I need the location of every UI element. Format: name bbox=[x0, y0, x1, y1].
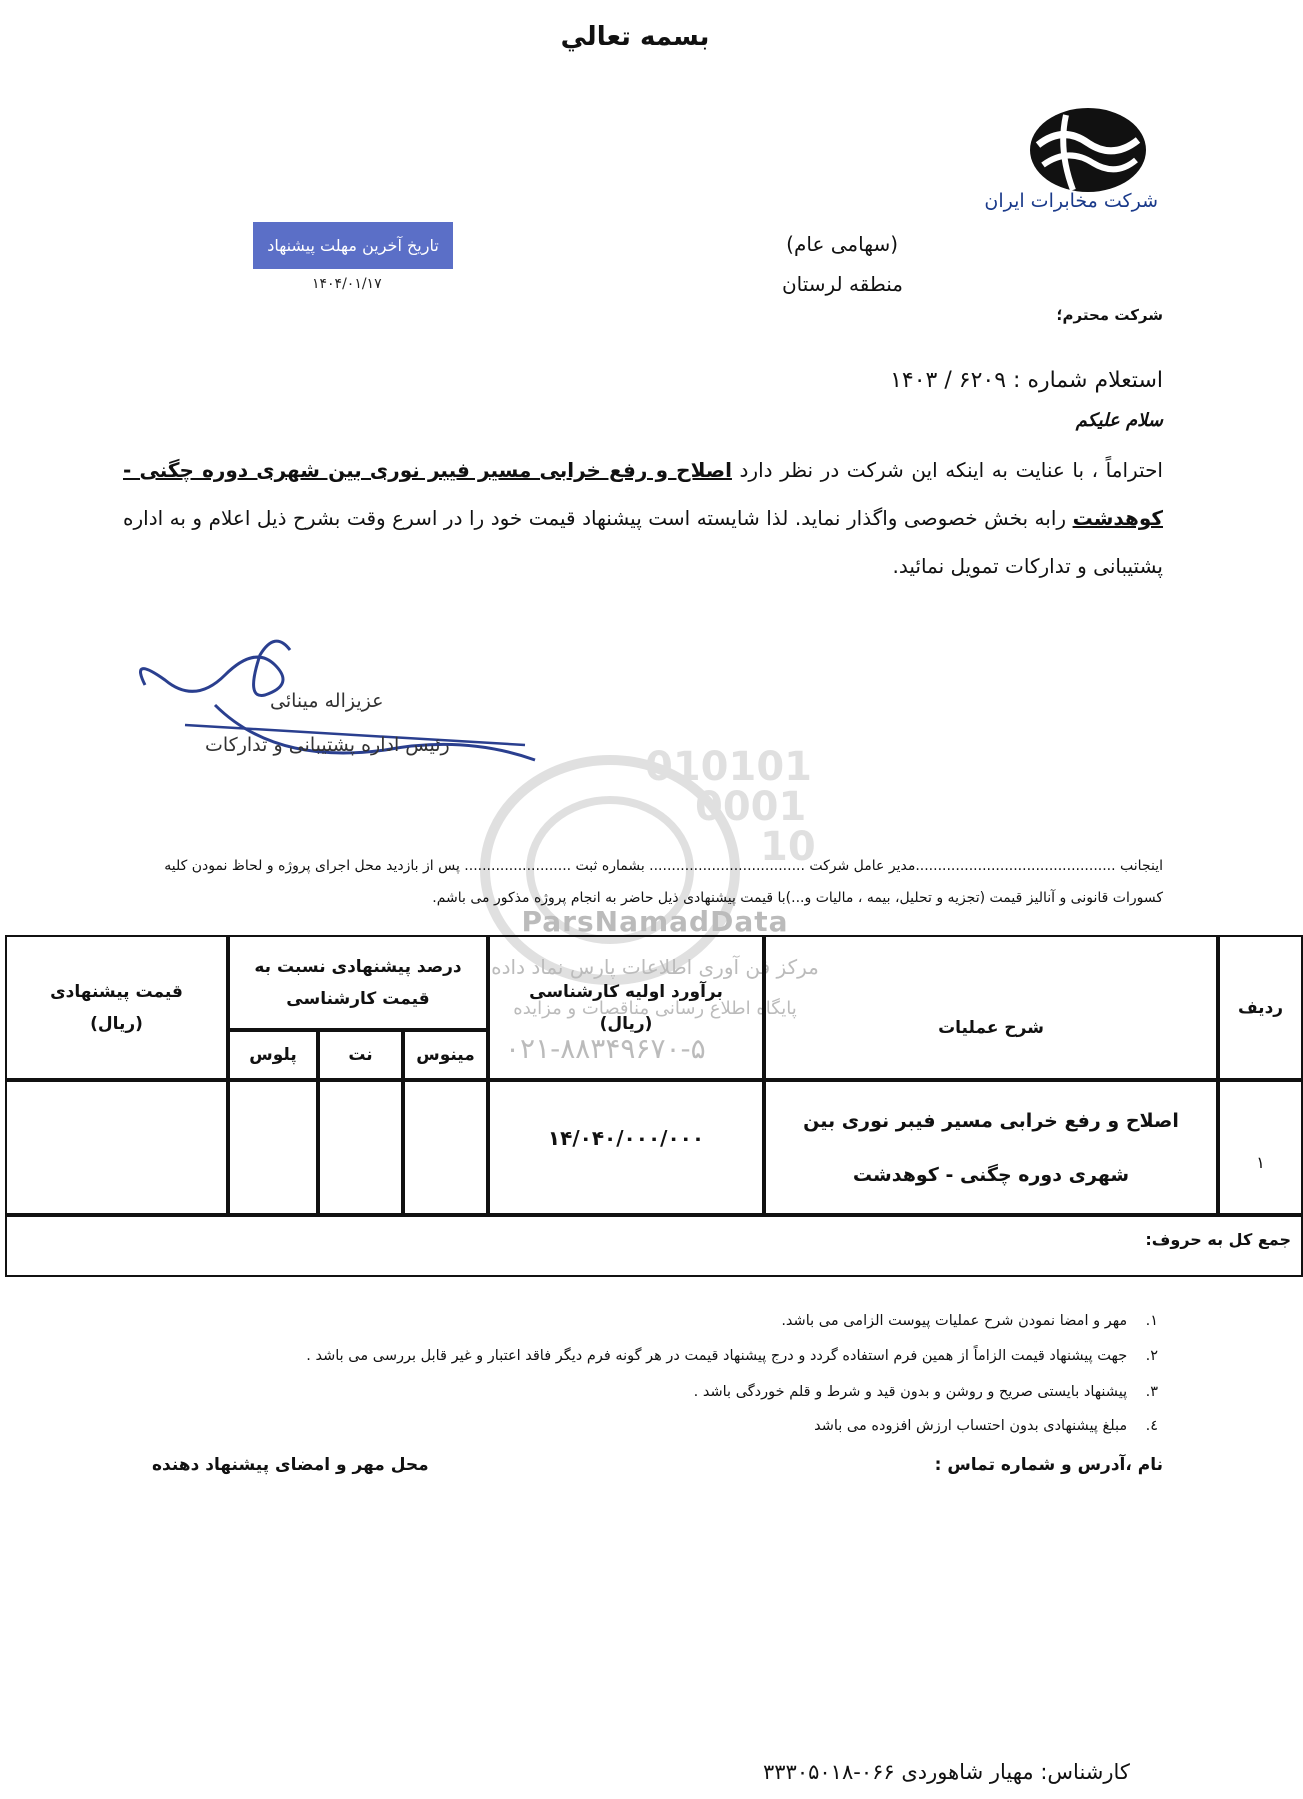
header-proposed-price: قیمت پیشنهادی (ریال) bbox=[5, 935, 228, 1080]
document-heading: بسمه تعالي bbox=[560, 22, 710, 52]
logo-region: منطقه لرستان bbox=[781, 272, 903, 296]
svg-text:0001: 0001 bbox=[695, 784, 807, 830]
note-text: مهر و امضا نمودن شرح عملیات پیوست الزامی می باشد. bbox=[781, 1313, 1128, 1329]
note-item bbox=[8, 1313, 1158, 1329]
logo-subtitle: (سهامی عام) bbox=[786, 232, 898, 256]
svg-text:10: 10 bbox=[760, 824, 816, 870]
contact-info-label: نام ،آدرس و شماره تماس : bbox=[934, 1455, 1163, 1475]
table-row-minus[interactable] bbox=[403, 1080, 488, 1215]
table-row-proposed-price[interactable] bbox=[5, 1080, 228, 1215]
declaration-line-2: کسورات قانونی و آنالیز قیمت (تجزیه و تحلیل، بیمه ، مالیات و...)با قیمت پیشنهادی ذیل حاضر به انجام پروژه مذکور می باشم. bbox=[432, 890, 1163, 906]
note-number: ٤. bbox=[1145, 1418, 1158, 1434]
body-part-1: احتراماً ، با عنایت به اینکه این شرکت در نظر دارد bbox=[731, 458, 1163, 482]
table-row-plus[interactable] bbox=[228, 1080, 318, 1215]
signer-name: عزیزاله مینائی bbox=[270, 690, 384, 712]
deadline-badge: تاریخ آخرین مهلت پیشنهاد bbox=[253, 222, 453, 269]
header-row-number: ردیف bbox=[1218, 935, 1303, 1080]
total-in-words-label: جمع کل به حروف: bbox=[1145, 1230, 1291, 1249]
note-number: ۲. bbox=[1145, 1348, 1158, 1364]
inquiry-number: استعلام شماره : ۶۲۰۹ / ۱۴۰۳ bbox=[890, 368, 1163, 393]
greeting: سلام علیکم bbox=[1075, 410, 1163, 431]
watermark-brand: ParsNamadData bbox=[521, 905, 789, 938]
note-number: ۱. bbox=[1145, 1313, 1158, 1329]
expert-contact: کارشناس: مهیار شاهوردی ۰۶۶-۳۳۳۰۵۰۱۸ bbox=[763, 1760, 1130, 1784]
watermark-phone: ۰۲۱-۸۸۳۴۹۶۷۰-۵ bbox=[505, 1032, 706, 1065]
table-row-net[interactable] bbox=[318, 1080, 403, 1215]
body-paragraph bbox=[123, 446, 1163, 590]
note-text: جهت پیشنهاد قیمت الزاماً از همین فرم استفاده گردد و درج پیشنهاد قیمت در هر گونه فرم دیگر فاقد اعتبار و غیر قابل بررسی می باشد . bbox=[306, 1348, 1128, 1364]
watermark-subtitle-2: پایگاه اطلاع رسانی مناقصات و مزایده bbox=[513, 998, 797, 1019]
logo-company-name: شرکت مخابرات ایران bbox=[984, 190, 1158, 212]
table-row-estimate: ۱۴/۰۴۰/۰۰۰/۰۰۰ bbox=[488, 1080, 764, 1215]
project-title: اصلاح و رفع خرابی مسیر فیبر نوری بین شهری دوره چگنی - کوهدشت bbox=[123, 458, 1163, 530]
note-text: پیشنهاد بایستی صریح و روشن و بدون قید و شرط و قلم خوردگی باشد . bbox=[693, 1384, 1128, 1400]
table-row-number: ۱ bbox=[1218, 1080, 1303, 1215]
watermark-subtitle: مرکز فن آوری اطلاعات پارس نماد داده bbox=[491, 955, 819, 979]
addressee: شرکت محترم؛ bbox=[1056, 306, 1163, 324]
note-item bbox=[8, 1418, 1158, 1434]
header-plus: پلوس bbox=[228, 1030, 318, 1080]
deadline-date: ۱۴۰۴/۰۱/۱۷ bbox=[312, 276, 382, 292]
note-item bbox=[8, 1384, 1158, 1400]
table-row-description: اصلاح و رفع خرابی مسیر فیبر نوری بین شهری دوره چگنی - کوهدشت bbox=[764, 1080, 1218, 1215]
note-item bbox=[8, 1348, 1158, 1364]
header-net: نت bbox=[318, 1030, 403, 1080]
company-logo bbox=[984, 105, 1158, 225]
svg-text:010101: 010101 bbox=[645, 744, 812, 790]
header-percent: درصد پیشنهادی نسبت به قیمت کارشناسی bbox=[228, 935, 488, 1030]
note-number: ۳. bbox=[1145, 1384, 1158, 1400]
note-text: مبلغ پیشنهادی بدون احتساب ارزش افزوده می باشد bbox=[814, 1418, 1128, 1434]
header-estimate: برآورد اولیه کارشناسی (ریال) bbox=[488, 935, 764, 1080]
header-description: شرح عملیات bbox=[764, 935, 1218, 1080]
body-part-2: رابه بخش خصوصی واگذار نماید. لذا شایسته است پیشنهاد قیمت خود را در اسرع وقت بشرح ذیل اعلام و به اداره پشتیبانی و تدارکات تمویل نمائید. bbox=[123, 506, 1163, 578]
signer-title: رئیس اداره پشتیبانی و تدارکات bbox=[205, 734, 450, 756]
stamp-signature-label: محل مهر و امضای پیشنهاد دهنده bbox=[152, 1455, 429, 1475]
header-minus: مینوس bbox=[403, 1030, 488, 1080]
declaration-line-1: اینجانب .............................................مدیر عامل شرکت ................................... بشماره ثبت ........................ پس از بازدید محل اجرای پروژه و لحاظ نمودن کلیه bbox=[164, 858, 1163, 874]
totals-row[interactable] bbox=[5, 1215, 1303, 1277]
